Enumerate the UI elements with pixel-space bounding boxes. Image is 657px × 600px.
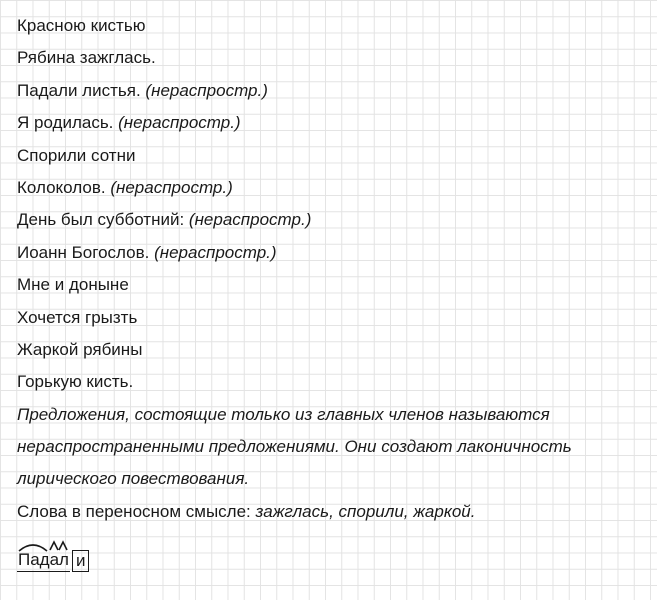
poem-line (17, 334, 647, 366)
word-stem (17, 538, 70, 572)
poem-line-text: Я родилась. (17, 113, 114, 133)
sentence-type-note: (нераспростр.) (145, 80, 268, 100)
figurative-words-line (17, 496, 647, 528)
poem-line-text: Мне и доныне (17, 275, 129, 295)
poem-line-text: Иоанн Богослов. (17, 242, 150, 262)
poem-line (17, 42, 647, 74)
figurative-label: Слова в переносном смысле: (17, 501, 251, 521)
poem-line-text: Хочется грызть (17, 307, 138, 327)
sentence-type-note: (нераспростр.) (110, 177, 233, 197)
poem-line-text: Колоколов. (17, 177, 106, 197)
poem-line (17, 75, 647, 107)
word-ending: и (72, 550, 90, 572)
poem-line (17, 237, 647, 269)
poem-line-text: Красною кистью (17, 16, 146, 35)
poem-line (17, 107, 647, 139)
poem-line (17, 10, 647, 42)
answer-sheet (17, 10, 647, 528)
poem-line-text: Рябина зажглась. (17, 48, 156, 68)
explanation-line: Предложения, состоящие только из главных членов называются (17, 404, 550, 424)
poem-line-text: Горькую кисть. (17, 372, 134, 392)
sentence-type-note: (нераспростр.) (188, 210, 312, 230)
sentence-type-note: (нераспростр.) (154, 242, 277, 262)
explanation (17, 399, 647, 496)
poem-line (17, 269, 647, 301)
figurative-words: зажглась, спорили, жаркой. (255, 501, 476, 521)
word-analysis (17, 538, 89, 578)
poem-line (17, 302, 647, 334)
poem-line (17, 172, 647, 204)
explanation-line: лирического повествования. (17, 469, 250, 489)
stem-text: Падал (17, 549, 70, 572)
poem-line-text: Спорили сотни (17, 145, 136, 165)
poem-line-text: Падали листья. (17, 80, 141, 100)
poem-line (17, 140, 647, 172)
poem-line-text: День был субботний: (17, 210, 185, 230)
poem-line-text: Жаркой рябины (17, 339, 143, 359)
stem-arc-and-suffix-marks (17, 538, 73, 552)
explanation-line: нераспространенными предложениями. Они создают лаконичность (17, 437, 572, 457)
poem-line (17, 204, 647, 236)
poem-line (17, 366, 647, 398)
sentence-type-note: (нераспростр.) (118, 113, 241, 133)
poem (17, 10, 647, 399)
